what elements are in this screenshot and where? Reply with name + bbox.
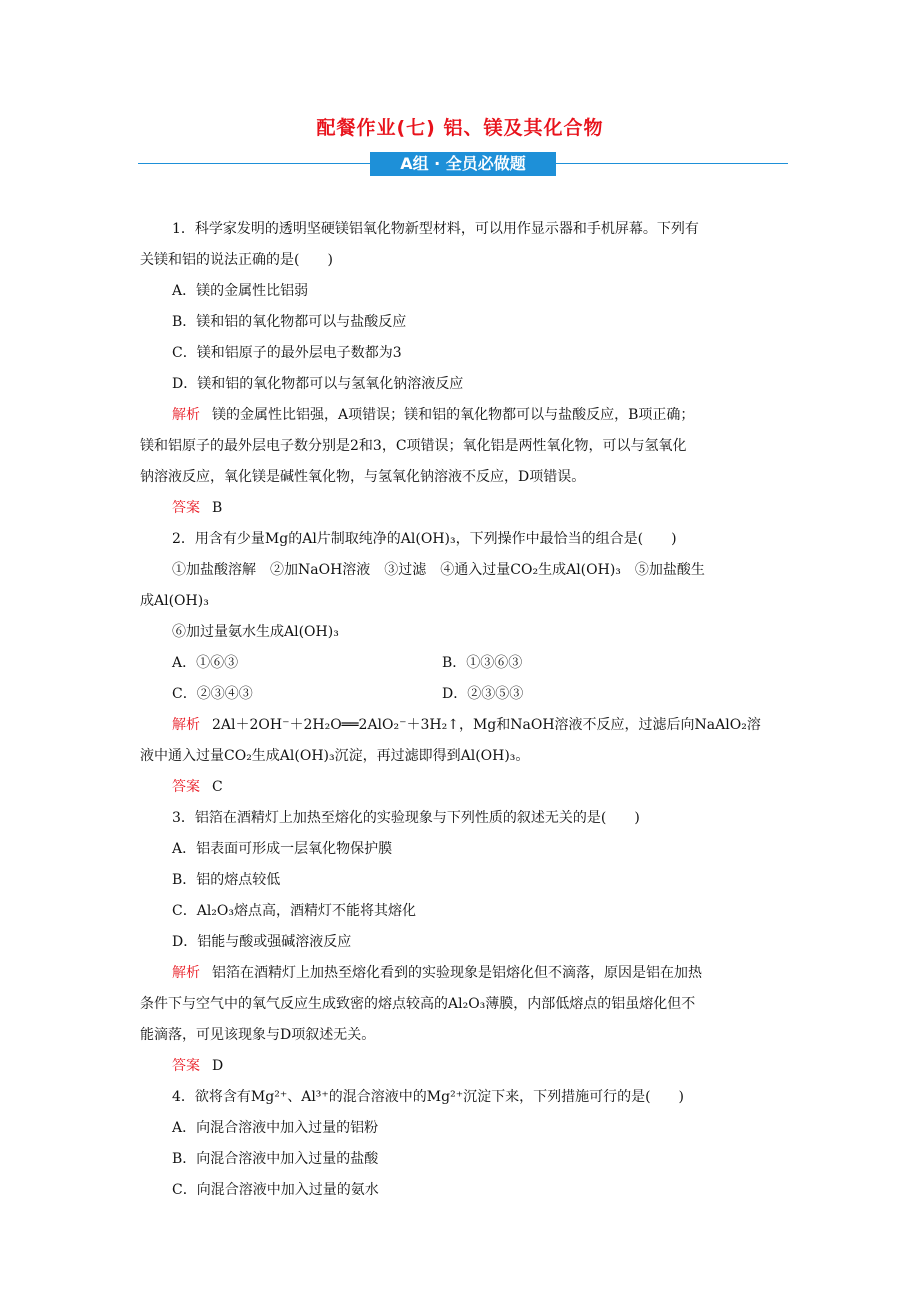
group-badge: A组 · 全员必做题 [370, 152, 556, 176]
q3-option-d: D．铝能与酸或强碱溶液反应 [172, 934, 352, 950]
q1-option-c: C．镁和铝原子的最外层电子数都为3 [172, 345, 402, 361]
q2-options-row2 [140, 679, 788, 710]
q1-answer [140, 493, 788, 524]
q2-answer [140, 772, 788, 803]
q2-option-a: A．①⑥③ [172, 655, 239, 671]
q3-option-c: C．Al₂O₃熔点高，酒精灯不能将其熔化 [172, 903, 417, 919]
answer-label: 答案 [172, 500, 200, 516]
q2-option-d: D．②③⑤③ [442, 686, 524, 702]
q3-answer [140, 1051, 788, 1082]
question-list [140, 214, 788, 1206]
analysis-label: 解析 [172, 407, 200, 423]
q4-option-b: B．向混合溶液中加入过量的盐酸 [172, 1151, 379, 1167]
q3-analysis-line3: 能滴落，可见该现象与D项叙述无关。 [140, 1027, 376, 1043]
q2-analysis-line2: 液中通入过量CO₂生成Al(OH)₃沉淀，再过滤即得到Al(OH)₃。 [140, 748, 530, 764]
q2-answer-value: C [212, 779, 223, 795]
analysis-label: 解析 [172, 965, 200, 981]
q2-option-c: C．②③④③ [172, 686, 253, 702]
q2-options-row1 [140, 648, 788, 679]
q2-operations-line3: ⑥加过量氨水生成Al(OH)₃ [172, 624, 339, 640]
q1-option-b: B．镁和铝的氧化物都可以与盐酸反应 [172, 314, 407, 330]
answer-label: 答案 [172, 779, 200, 795]
q3-analysis-text: 铝箔在酒精灯上加热至熔化看到的实验现象是铝熔化但不滴落，原因是铝在加热 [212, 965, 702, 981]
q3-analysis-line1 [140, 958, 788, 989]
q4-option-c: C．向混合溶液中加入过量的氨水 [172, 1182, 379, 1198]
q1-answer-value: B [212, 500, 223, 516]
page-title: 配餐作业(七) 铝、镁及其化合物 [316, 117, 604, 139]
q4-stem: 4．欲将含有Mg²⁺、Al³⁺的混合溶液中的Mg²⁺沉淀下来，下列措施可行的是( ) [172, 1089, 685, 1105]
q1-analysis-line1 [140, 400, 788, 431]
q1-option-a: A．镁的金属性比铝弱 [172, 283, 309, 299]
q4-option-a: A．向混合溶液中加入过量的铝粉 [172, 1120, 379, 1136]
q1-stem-line1: 1．科学家发明的透明坚硬镁铝氧化物新型材料，可以用作显示器和手机屏幕。下列有 [172, 221, 699, 237]
q1-option-d: D．镁和铝的氧化物都可以与氢氧化钠溶液反应 [172, 376, 464, 392]
q1-stem-line2: 关镁和铝的说法正确的是( ) [140, 252, 333, 268]
q3-stem: 3．铝箔在酒精灯上加热至熔化的实验现象与下列性质的叙述无关的是( ) [172, 810, 640, 826]
q3-option-a: A．铝表面可形成一层氧化物保护膜 [172, 841, 393, 857]
q2-option-b: B．①③⑥③ [442, 655, 523, 671]
q1-analysis-line3: 钠溶液反应，氧化镁是碱性氧化物，与氢氧化钠溶液不反应，D项错误。 [140, 469, 586, 485]
q3-analysis-line2: 条件下与空气中的氧气反应生成致密的熔点较高的Al₂O₃薄膜，内部低熔点的铝虽熔化但不 [140, 996, 696, 1012]
q2-analysis-text: 2Al＋2OH⁻＋2H₂O══2AlO₂⁻＋3H₂↑，Mg和NaOH溶液不反应，过滤后向NaAlO₂溶 [212, 717, 761, 733]
q2-operations-line1: ①加盐酸溶解 ②加NaOH溶液 ③过滤 ④通入过量CO₂生成Al(OH)₃ ⑤加盐酸生 [172, 562, 705, 578]
q1-analysis-text: 镁的金属性比铝强，A项错误；镁和铝的氧化物都可以与盐酸反应，B项正确； [212, 407, 695, 423]
answer-label: 答案 [172, 1058, 200, 1074]
q3-option-b: B．铝的熔点较低 [172, 872, 281, 888]
q2-stem: 2．用含有少量Mg的Al片制取纯净的Al(OH)₃，下列操作中最恰当的组合是( ) [172, 531, 677, 547]
q1-analysis-line2: 镁和铝原子的最外层电子数分别是2和3，C项错误；氧化铝是两性氧化物，可以与氢氧化 [140, 438, 687, 454]
q2-operations-line2: 成Al(OH)₃ [140, 593, 209, 609]
q2-analysis-line1 [140, 710, 788, 741]
q3-answer-value: D [212, 1058, 224, 1074]
analysis-label: 解析 [172, 717, 200, 733]
